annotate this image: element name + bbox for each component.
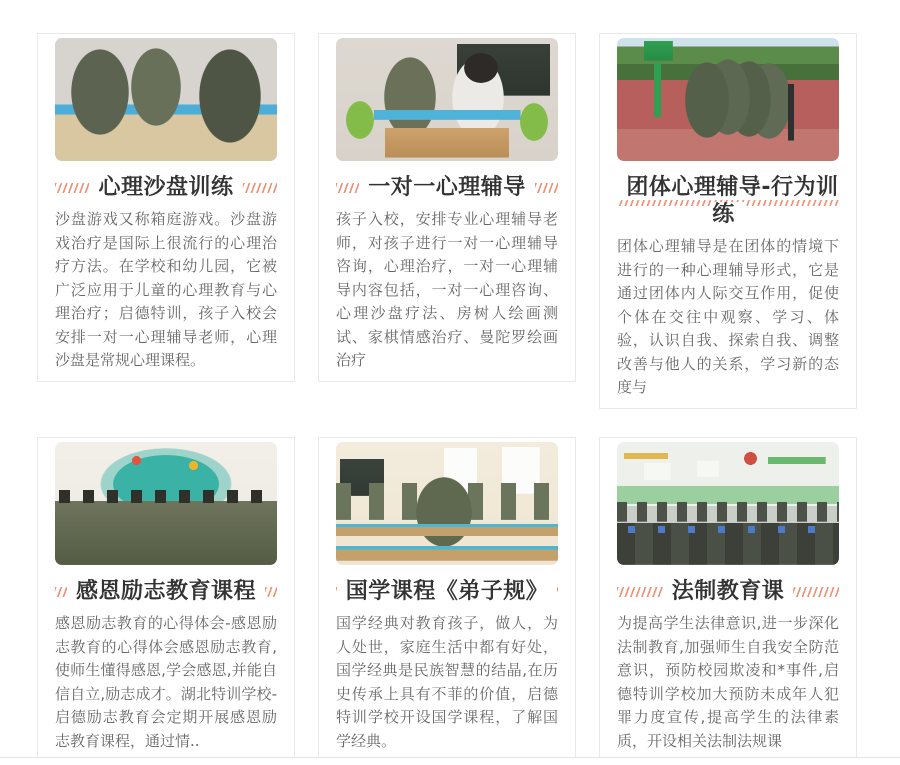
card-description: 国学经典对教育孩子，做人，为人处世，家庭生活中都有好处，国学经典是民族智慧的结晶,在历史传承上具有不菲的价值，启德特训学校开设国学课程，了解国学经典。	[336, 614, 558, 750]
course-card-legal[interactable]	[599, 437, 857, 762]
course-photo-guoxue[interactable]	[336, 442, 558, 565]
card-description: 感恩励志教育的心得体会-感恩励志教育的心得体会感恩励志教育,使师生懂得感恩,学会感恩,并能自信自立,励志成才。湖北特训学校-启德励志教育会定期开展感恩励志教育课程，通过情..	[55, 614, 277, 750]
course-photo-legal[interactable]	[617, 442, 839, 565]
course-card-guoxue[interactable]	[318, 437, 576, 762]
card-description: 沙盘游戏又称箱庭游戏。沙盘游戏治疗是国际上很流行的心理治疗方法。在学校和幼儿园，它被广泛应用于儿童的心理教育与心理治疗；启德特训，孩子入校会安排一对一心理辅导老师，心理沙盘是常规心理课程。	[55, 210, 277, 369]
card-description: 孩子入校，安排专业心理辅导老师，对孩子进行一对一心理辅导咨询，心理治疗，一对一心理辅导内容包括，一对一心理咨询、心理沙盘疗法、房树人绘画测试、家棋情感治疗、曼陀罗绘画治疗	[336, 210, 558, 369]
card-description: 团体心理辅导是在团体的情境下进行的一种心理辅导形式，它是通过团体内人际交互作用，促使个体在交往中观察、学习、体验，认识自我、探索自我、调整改善与他人的关系，学习新的态度与	[617, 237, 839, 396]
section-divider	[0, 757, 900, 765]
card-title[interactable]: 法制教育课	[617, 578, 839, 605]
course-card-gratitude[interactable]	[37, 437, 295, 762]
course-photo-one-on-one[interactable]	[336, 38, 558, 161]
card-description: 为提高学生法律意识,进一步深化法制教育,加强师生自我安全防范意识，预防校园欺凌和*事件,启德特训学校加大预防未成年人犯罪力度宣传,提高学生的法律素质，开设相关法制法规课	[617, 614, 839, 750]
card-title[interactable]: 团体心理辅导-行为训练	[617, 174, 839, 228]
course-card-one-on-one[interactable]	[318, 33, 576, 382]
course-photo-gratitude[interactable]	[55, 442, 277, 565]
course-photo-group-training[interactable]	[617, 38, 839, 161]
card-title[interactable]: 国学课程《弟子规》	[336, 578, 558, 605]
course-card-group-counseling[interactable]	[599, 33, 857, 409]
course-card-sand-table[interactable]	[37, 33, 295, 382]
course-photo-sand-table[interactable]	[55, 38, 277, 161]
course-card-grid	[37, 33, 857, 762]
card-title[interactable]: 心理沙盘训练	[55, 174, 277, 201]
card-title[interactable]: 一对一心理辅导	[336, 174, 558, 201]
card-title[interactable]: 感恩励志教育课程	[55, 578, 277, 605]
